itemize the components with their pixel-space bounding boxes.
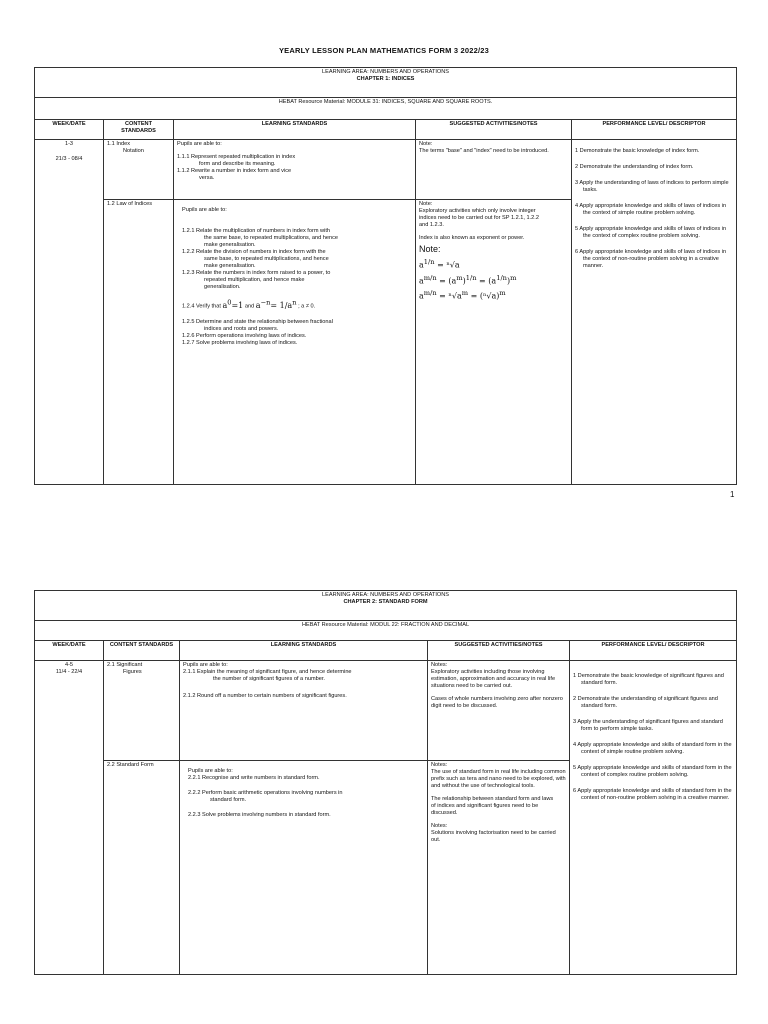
week-date: 11/4 - 22/4 — [55, 669, 83, 675]
verify-formula-line: 1.2.4 Verify that $a^0=1$ and $a^{-n}= 1/a^n$ ; a ≠ 0. — [182, 298, 316, 310]
col-performance: PERFORMANCE LEVEL/ DESCRIPTOR — [572, 120, 737, 140]
page-number: 1 — [730, 490, 735, 499]
col-activities: SUGGESTED ACTIVITIES/NOTES — [416, 120, 572, 140]
activities-notes: Note: The terms "base" and "index" need to be introduced. — [416, 140, 572, 200]
performance-descriptors — [570, 661, 737, 975]
document-title: YEARLY LESSON PLAN MATHEMATICS FORM 3 2022/23 — [278, 46, 489, 55]
week-cell — [35, 140, 104, 485]
formula-negative-index: $a^{-n}= 1/a^n$ — [255, 298, 297, 310]
activities-notes: Notes: Exploratory activities including those involving estimation, approximation and accuracy in real life situations need to be carried out. Cases of whole numbers involving zero after nonzero digit need to be discussed. — [428, 661, 570, 761]
learning-standards: Pupils are able to: 2.1.1 Explain the meaning of significant figure, and hence determine the number of significant figures of a number. 2.1.2 Round off a number to certain numbers of significant figures. — [180, 661, 428, 761]
col-content: CONTENT STANDARDS — [104, 120, 174, 140]
chapter2-table — [34, 590, 737, 975]
performance-descriptors — [572, 140, 737, 485]
descriptor-item: 6 Apply appropriate knowledge and skills of laws of indices in the context of non-routine problem solving in a creative manner. — [575, 249, 727, 269]
descriptor-item: 3 Apply the understanding of laws of indices to perform simple tasks. — [575, 180, 729, 193]
descriptor-item: 5 Apply appropriate knowledge and skills of laws of indices in the context of complex routine problem solving. — [575, 226, 727, 239]
chapter2-header — [35, 591, 737, 621]
descriptor-item: 4 Apply appropriate knowledge and skills of standard form in the context of simple routine problem solving. — [573, 742, 732, 755]
activities-notes: Notes: The use of standard form in real life including common prefix such as tera and nano need to be explored, with and without the use of technological tools. The relationship between standard form and laws of indices and significant figures need to be discussed. Notes: Solutions involving factorisation need to be carried out. — [428, 761, 570, 975]
descriptor-item: 2 Demonstrate the understanding of significant figures and standard form. — [573, 696, 718, 709]
col-performance: PERFORMANCE LEVEL/ DESCRIPTOR — [570, 641, 737, 661]
formula-zero-index: $a^0=1$ — [222, 298, 244, 310]
content-standard: 2.2 Standard Form — [104, 761, 180, 975]
resource-material: HEBAT Resource Material: MODULE 31: INDICES, SQUARE AND SQUARE ROOTS. — [35, 98, 737, 120]
week-number: 4-5 — [64, 662, 74, 668]
resource-material: HEBAT Resource Material: MODUL 22: FRACTION AND DECIMAL — [35, 621, 737, 641]
descriptor-item: 5 Apply appropriate knowledge and skills of standard form in the context of complex routine problem solving. — [573, 765, 732, 778]
week-number: 1-3 — [64, 141, 74, 147]
content-standard: 2.1 Significant Figures — [104, 661, 180, 761]
week-date: 21/3 - 08/4 — [55, 156, 83, 162]
formula-power-root-2: $a^{m/n} = ^n√a^m = (^n√a)^m$ — [419, 289, 506, 301]
descriptor-item: 6 Apply appropriate knowledge and skills of standard form in the context of non-routine problem solving in a creative manner. — [573, 788, 732, 801]
formula-power-root: $a^{m/n} = (a^m)^{1/n} = (a^{1/n})^m$ — [419, 273, 517, 286]
activities-notes: Note: Exploratory activities which only involve integer indices need to be carried out for SP 1.2.1, 1.2.2 and 1.2.3. Index is also known as exponent or power. Note: $a^{1/n} = ^n√a$ $a^{m/n} = (a^m)^{1/n} = (a^{1/n})^m$ $a^{m/n} = ^n√a^m = (^n√a)^m$ — [416, 200, 572, 485]
col-learning: LEARNING STANDARDS — [180, 641, 428, 661]
col-content: CONTENT STANDARDS — [104, 641, 180, 661]
col-week: WEEK/DATE — [35, 641, 104, 661]
learning-standards: Pupils are able to: 1.2.1 Relate the multiplication of numbers in index form with the same base, to repeated multiplications, and hence make generalisation. 1.2.2 Relate the division of numbers in index form with the same base, to repeated multiplications, and hence make generalisation. 1.2.3 Relate the numbers in index form raised to a power, to repeated multiplication, and hence make generalisation. 1.2.4 Verify that $a^0=1$ and $a^{-n}= 1/a^n$ ; a ≠ 0. 1.2.5 Determine and state the relationship between fractional indices and roots and powers. 1.2.6 Perform operations involving laws of indices. 1.2.7 Solve problems involving laws of indices. — [174, 200, 416, 485]
learning-area: LEARNING AREA: NUMBERS AND OPERATIONS — [322, 69, 450, 75]
descriptor-item: 1 Demonstrate the basic knowledge of significant figures and standard form. — [573, 673, 724, 686]
week-cell — [35, 661, 104, 975]
content-standard: 1.1 Index Notation — [104, 140, 174, 200]
chapter-title: CHAPTER 1: INDICES — [356, 76, 415, 82]
col-learning: LEARNING STANDARDS — [174, 120, 416, 140]
descriptor-item: 4 Apply appropriate knowledge and skills of laws of indices in the context of simple routine problem solving. — [575, 203, 727, 216]
formula-root: $a^{1/n} = ^n√a$ — [419, 258, 460, 270]
descriptor-item: 2 Demonstrate the understanding of index form. — [575, 164, 694, 170]
content-standard: 1.2 Law of Indices — [104, 200, 174, 485]
learning-standards: Pupils are able to: 2.2.1 Recognise and write numbers in standard form. 2.2.2 Perform basic arithmetic operations involving numbers in standard form. 2.2.3 Solve problems involving numbers in standard form. — [180, 761, 428, 975]
chapter1-header — [35, 68, 737, 98]
col-activities: SUGGESTED ACTIVITIES/NOTES — [428, 641, 570, 661]
chapter1-table — [34, 67, 737, 485]
descriptor-item: 1 Demonstrate the basic knowledge of index form. — [575, 148, 700, 154]
chapter-title: CHAPTER 2: STANDARD FORM — [343, 599, 428, 605]
descriptor-item: 3 Apply the understanding of significant figures and standard form to perform simple tasks. — [573, 719, 723, 732]
learning-area: LEARNING AREA: NUMBERS AND OPERATIONS — [322, 592, 450, 598]
learning-standards: Pupils are able to: 1.1.1 Represent repeated multiplication in index form and describe its meaning. 1.1.2 Rewrite a number in index form and vice versa. — [174, 140, 416, 200]
col-week: WEEK/DATE — [35, 120, 104, 140]
